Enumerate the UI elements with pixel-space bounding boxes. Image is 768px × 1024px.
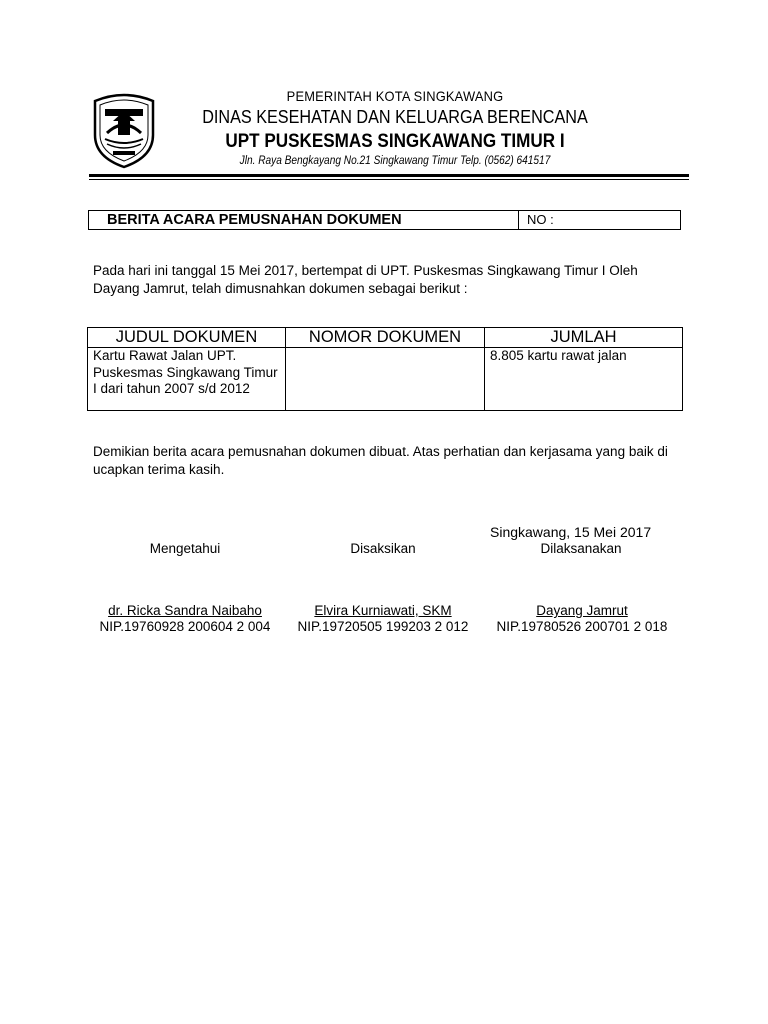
letterhead-institution: UPT PUSKESMAS SINGKAWANG TIMUR I <box>225 131 565 152</box>
document-title-box <box>88 210 681 230</box>
letterhead-government: PEMERINTAH KOTA SINGKAWANG <box>286 88 504 104</box>
intro-paragraph: Pada hari ini tanggal 15 Mei 2017, bertempat di UPT. Puskesmas Singkawang Timur I Oleh Dayang Jamrut, telah dimusnahkan dokumen sebagai berikut : <box>93 263 638 296</box>
letterhead-divider-thick <box>89 174 689 177</box>
cell-document-title: Kartu Rawat Jalan UPT. Puskesmas Singkawang Timur I dari tahun 2007 s/d 2012 <box>88 348 286 411</box>
column-header-title: JUDUL DOKUMEN <box>88 328 286 348</box>
cell-document-number <box>286 348 485 411</box>
column-header-number: NOMOR DOKUMEN <box>286 328 485 348</box>
signature-role-executed: Dilaksanakan <box>540 541 622 556</box>
closing-paragraph: Demikian berita acara pemusnahan dokumen dibuat. Atas perhatian dan kerjasama yang baik di ucapkan terima kasih. <box>93 444 668 477</box>
place-and-date: Singkawang, 15 Mei 2017 <box>490 524 652 540</box>
signatory-name-executed: Dayang Jamrut <box>536 603 628 618</box>
cell-document-quantity: 8.805 kartu rawat jalan <box>485 348 683 411</box>
signature-role-acknowledged: Mengetahui <box>149 541 221 556</box>
table-header-row <box>88 328 683 348</box>
letterhead-divider-thin <box>89 179 689 180</box>
signatory-nip-witnessed: NIP.19720505 199203 2 012 <box>297 619 469 634</box>
signatory-name-acknowledged: dr. Ricka Sandra Naibaho <box>108 603 262 618</box>
signatory-name-witnessed: Elvira Kurniawati, SKM <box>314 603 452 618</box>
signature-role-witnessed: Disaksikan <box>350 541 416 556</box>
column-header-quantity: JUMLAH <box>485 328 683 348</box>
document-number-label: NO : <box>527 212 554 227</box>
city-emblem-logo <box>91 91 157 169</box>
letterhead-department: DINAS KESEHATAN DAN KELUARGA BERENCANA <box>202 107 588 127</box>
letterhead-address: Jln. Raya Bengkayang No.21 Singkawang Timur Telp. (0562) 641517 <box>239 155 551 167</box>
signatory-nip-executed: NIP.19780526 200701 2 018 <box>496 619 668 634</box>
table-row <box>88 348 683 411</box>
document-title: BERITA ACARA PEMUSNAHAN DOKUMEN <box>89 211 519 229</box>
document-table <box>87 327 683 411</box>
signatory-nip-acknowledged: NIP.19760928 200604 2 004 <box>99 619 271 634</box>
